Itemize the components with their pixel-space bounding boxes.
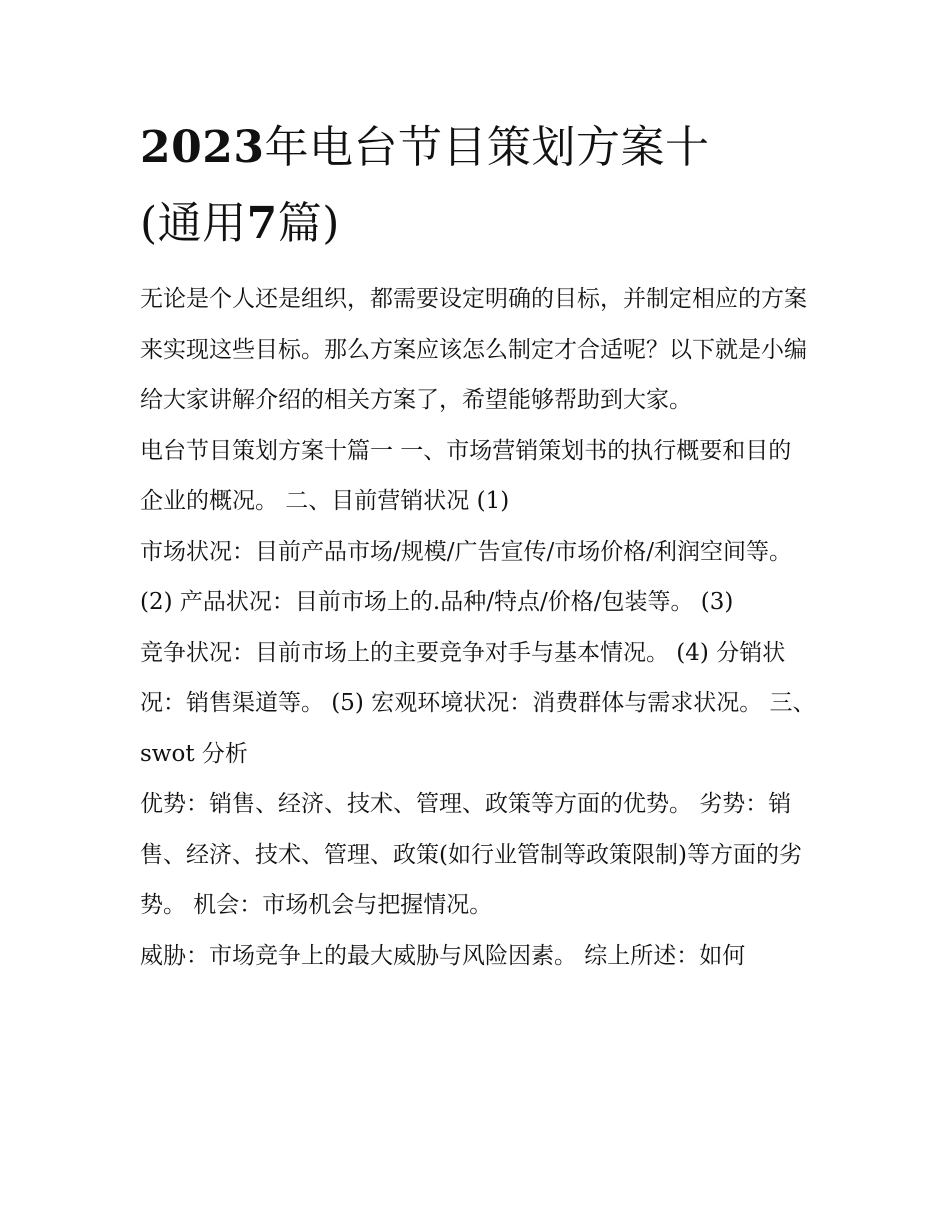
title-line2-open: (通用 [140, 198, 247, 249]
title-line2-close: 篇) [277, 198, 340, 249]
body-paragraph: 市场状况：目前产品市场/规模/广告宣传/市场价格/利润空间等。 (2) 产品状况：目前市场上的.品种/特点/价格/包装等。 (3) [140, 538, 792, 615]
title-year: 2023 [140, 122, 265, 173]
intro-paragraph: 无论是个人还是组织，都需要设定明确的目标，并制定相应的方案来实现这些目标。那么方案应该怎么制定才合适呢？以下就是小编给大家讲解介绍的相关方案了，希望能够帮助到大家。 [140, 286, 807, 413]
body-paragraph: 优势：销售、经济、技术、管理、政策等方面的优势。 劣势：销售、经济、技术、管理、政策(如行业管制等政策限制)等方面的劣势。 机会：市场机会与把握情况。 [140, 791, 802, 918]
title-line1-text: 年电台节目策划方案十 [264, 122, 710, 173]
title-count: 7 [246, 198, 278, 249]
document-title [140, 110, 820, 262]
body-paragraph: 竞争状况：目前市场上的主要竞争对手与基本情况。 (4) 分销状况：销售渠道等。 (5) 宏观环境状况：消费群体与需求状况。 三、swot 分析 [140, 639, 816, 767]
body-paragraph: 电台节目策划方案十篇一 一、市场营销策划书的执行概要和目的 企业的概况。 二、目前营销状况 (1) [140, 437, 792, 514]
document-page [140, 110, 820, 981]
body-paragraph: 威胁：市场竞争上的最大威胁与风险因素。 综上所述：如何 [140, 942, 746, 969]
